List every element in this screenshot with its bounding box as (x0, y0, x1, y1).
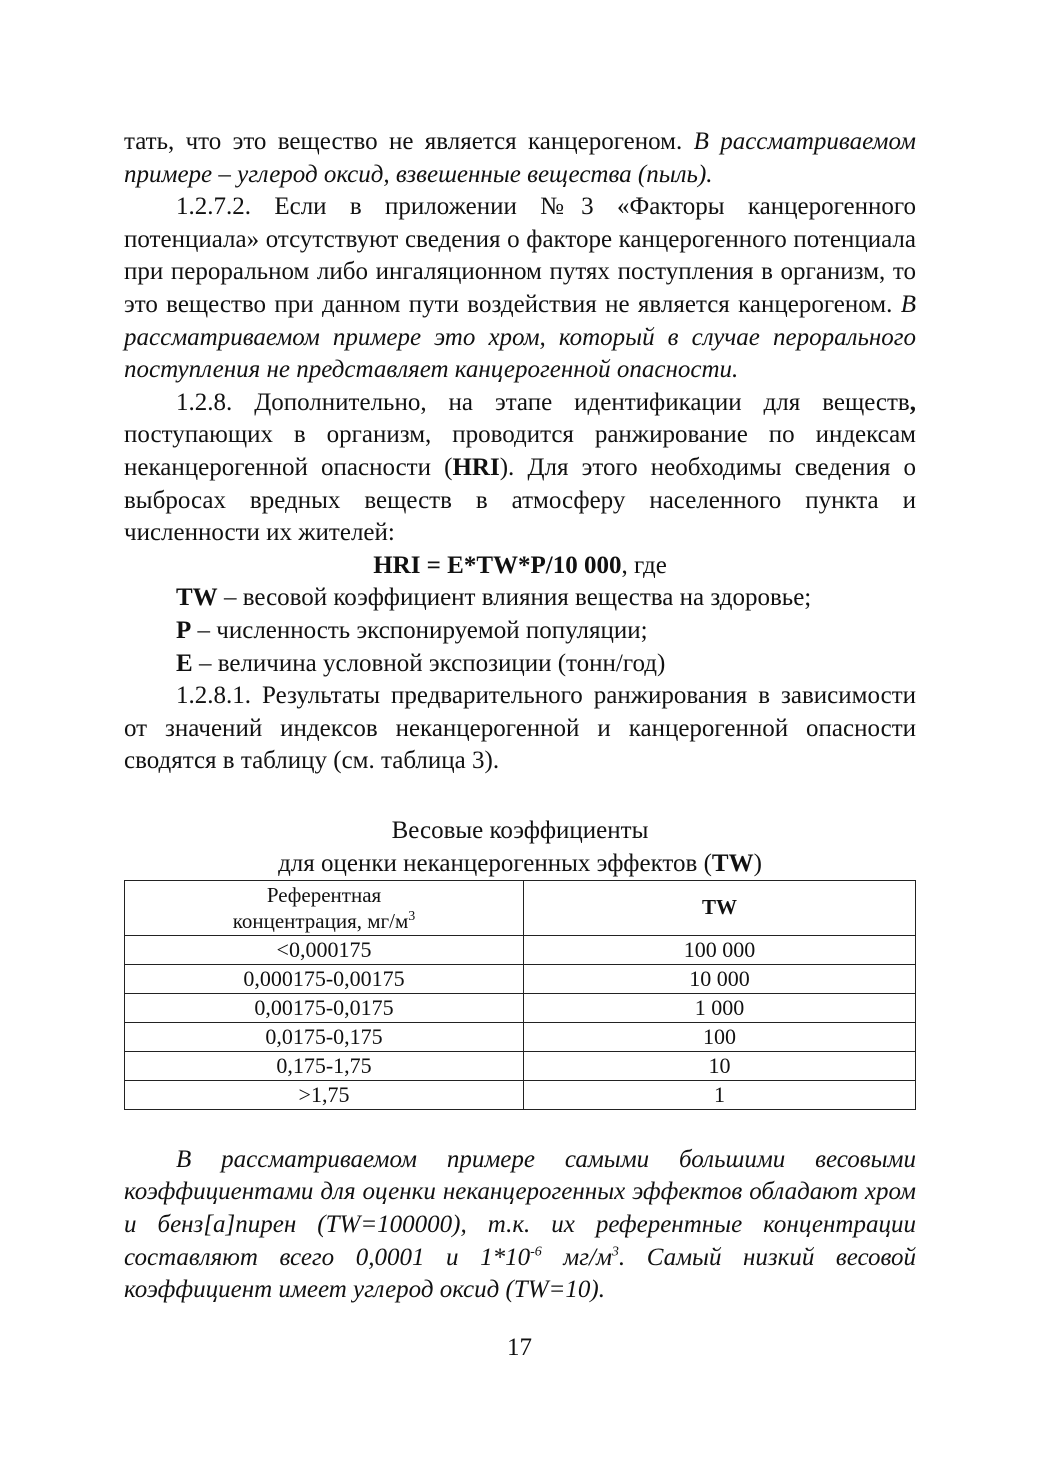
definition-e: E – величина условной экспозиции (тонн/год) (176, 649, 666, 677)
definition-tw: TW – весовой коэффициент влияния вещества на здоровье; (176, 584, 812, 612)
paragraph-1-2-8-1: 1.2.8.1. Результаты предварительного ранжирования в зависимости от значений индексов неканцерогенной и канцерогенной опасности сводятся в таблицу (см. таблица 3). (124, 682, 916, 775)
definition-p: P – численность экспонируемой популяции; (176, 616, 648, 644)
cell-tw: 10 000 (524, 964, 916, 993)
cell-concentration: 0,0175-0,175 (125, 1022, 524, 1051)
paragraph-1-2-8: 1.2.8. Дополнительно, на этапе идентификации для веществ, поступающих в организм, проводится ранжирование по индексам неканцерогенной опасности (HRI). Для этого необходимы сведения о выбросах вредных веществ в атмосферу населенного пункта и численности их жителей: (124, 388, 916, 547)
cell-tw: 10 (524, 1051, 916, 1080)
table-caption-line2: для оценки неканцерогенных эффектов (TW) (278, 849, 762, 877)
table-row (125, 1051, 916, 1080)
cell-concentration: 0,175-1,75 (125, 1051, 524, 1080)
example-note: В рассматриваемом примере это хром, который в случае перорального поступления не представляет канцерогенной опасности. (124, 290, 916, 384)
hri-term: HRI (452, 453, 500, 481)
table-caption-line1: Весовые коэффициенты (391, 816, 649, 844)
paragraph-1-2-7-2: 1.2.7.2. Если в приложении №3 «Факторы канцерогенного потенциала» отсутствуют сведения о факторе канцерогенного потенциала при пероральном либо ингаляционном путях поступления в организм, то это вещество при данном пути воздействия не является канцерогеном. В рассматриваемом примере это хром, который в случае перорального поступления не представляет канцерогенной опасности. (124, 193, 916, 384)
table-row (125, 1022, 916, 1051)
paragraph-example-conclusion: В рассматриваемом примере самыми большими весовыми коэффициентами для оценки неканцерогенных эффектов обладают хром и бенз[а]пирен (TW=100000), т.к. их референтные концентрации составляют всего 0,0001 и $1*10^{-6}$ $мг/м^3$. Самый низкий весовой коэффициент имеет углерод оксид (TW=10). (124, 1145, 917, 1304)
header-reference-concentration: Референтная концентрация, $мг/м^3$ (125, 880, 524, 935)
cell-concentration: 0,000175-0,00175 (125, 964, 524, 993)
page-body (124, 126, 916, 1307)
cell-tw: 1 (524, 1080, 916, 1109)
formula: HRI = E*TW*P/10 000, где (373, 551, 667, 579)
page-number: 17 (507, 1334, 532, 1361)
table-row (125, 935, 916, 964)
cell-tw: 100 (524, 1022, 916, 1051)
table-row (125, 964, 916, 993)
cell-concentration: <0,000175 (125, 935, 524, 964)
example-note: В рассматриваемом примере – углерод оксид, взвешенные вещества (пыль). (124, 128, 917, 188)
table-row (125, 1080, 916, 1109)
table-row (125, 993, 916, 1022)
paragraph-1: тать, что это вещество не является канцерогеном. В рассматриваемом примере – углерод оксид, взвешенные вещества (пыль). (124, 128, 917, 188)
cell-tw: 100 000 (524, 935, 916, 964)
cell-concentration: >1,75 (125, 1080, 524, 1109)
cell-concentration: 0,00175-0,0175 (125, 993, 524, 1022)
weight-coefficients-table (124, 880, 916, 1110)
table-header-row (125, 880, 916, 935)
cell-tw: 1 000 (524, 993, 916, 1022)
header-tw: TW (524, 880, 916, 935)
